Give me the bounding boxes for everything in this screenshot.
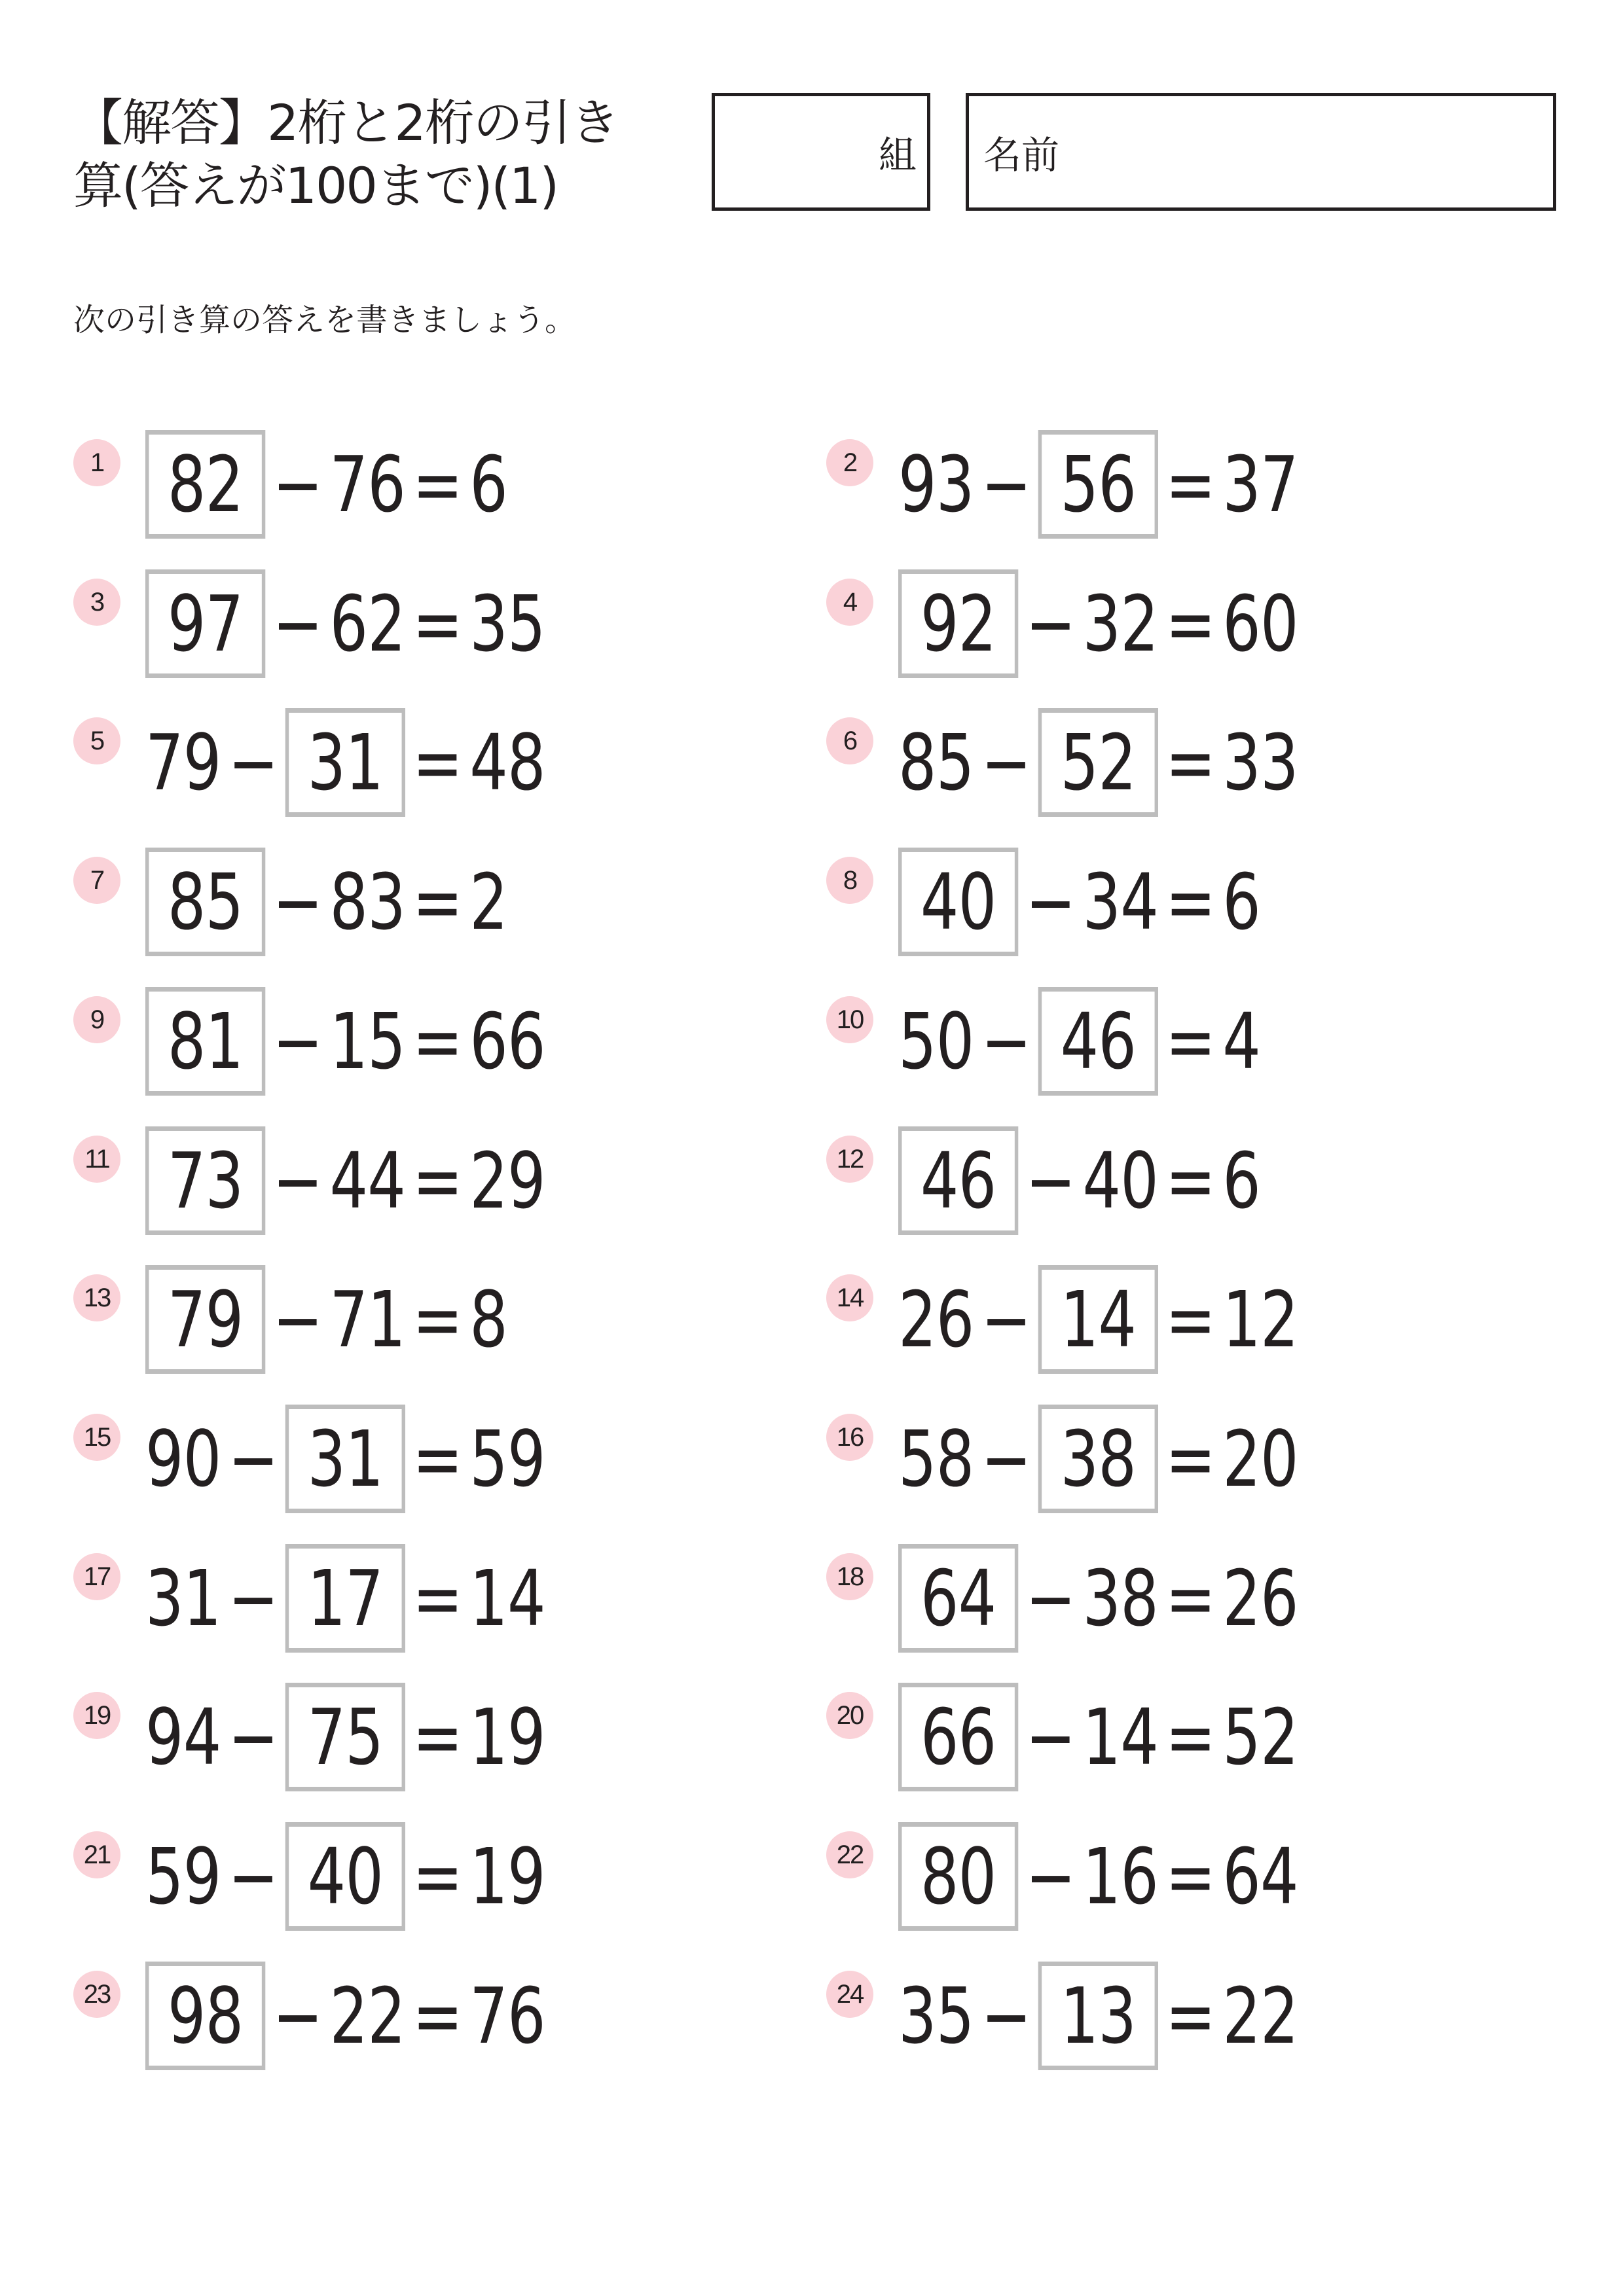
problem-number: 18 [826, 1553, 873, 1600]
minus-sign: − [1025, 857, 1076, 948]
problem-row [73, 1544, 728, 1653]
minuend: 31 [145, 1552, 221, 1643]
answer-box[interactable]: 82 [145, 430, 265, 539]
equals-sign: = [1165, 1135, 1216, 1226]
equals-sign: = [1165, 1970, 1216, 2061]
answer-box[interactable]: 31 [285, 1405, 405, 1513]
problem-number: 22 [826, 1831, 873, 1878]
difference: 35 [469, 578, 545, 669]
problem-row [826, 1265, 1481, 1374]
equals-sign: = [1165, 857, 1216, 948]
problem-row [826, 1683, 1481, 1791]
equals-sign: = [412, 578, 463, 669]
equals-sign: = [412, 857, 463, 948]
problem-row [73, 1822, 728, 1931]
problem-number: 15 [73, 1414, 120, 1461]
problem-row [73, 1962, 728, 2070]
problem-row [73, 708, 728, 817]
problem-number: 23 [73, 1971, 120, 2018]
answer-box[interactable]: 40 [285, 1822, 405, 1931]
subtrahend: 76 [329, 439, 406, 529]
subtrahend: 71 [329, 1274, 406, 1365]
problem-number: 6 [826, 717, 873, 764]
minuend: 58 [898, 1413, 974, 1504]
problem-number: 11 [73, 1136, 120, 1183]
minus-sign: − [272, 1970, 323, 2061]
difference: 37 [1222, 439, 1298, 529]
difference: 22 [1222, 1970, 1298, 2061]
answer-box[interactable]: 66 [898, 1683, 1018, 1791]
equation [145, 1544, 545, 1653]
equals-sign: = [412, 1413, 463, 1504]
problem-row [73, 1126, 728, 1235]
problem-row [826, 430, 1481, 539]
answer-box[interactable]: 85 [145, 848, 265, 956]
equation [145, 1265, 507, 1374]
minuend: 50 [898, 996, 974, 1086]
minus-sign: − [981, 439, 1031, 529]
problem-row [826, 569, 1481, 678]
minuend: 26 [898, 1274, 974, 1365]
difference: 60 [1222, 578, 1298, 669]
minus-sign: − [981, 996, 1031, 1086]
minuend: 94 [145, 1692, 221, 1783]
equation [145, 1126, 545, 1235]
equals-sign: = [412, 1831, 463, 1922]
equals-sign: = [1165, 578, 1216, 669]
minus-sign: − [228, 1413, 278, 1504]
answer-box[interactable]: 14 [1038, 1265, 1158, 1374]
problem-row [826, 1962, 1481, 2070]
minus-sign: − [1025, 1552, 1076, 1643]
difference: 20 [1222, 1413, 1298, 1504]
problem-number: 7 [73, 857, 120, 904]
answer-box[interactable]: 31 [285, 708, 405, 817]
problem-number: 21 [73, 1831, 120, 1878]
equals-sign: = [412, 1692, 463, 1783]
answer-box[interactable]: 56 [1038, 430, 1158, 539]
subtrahend: 62 [329, 578, 406, 669]
equation [898, 708, 1298, 817]
minuend: 35 [898, 1970, 974, 2061]
problem-number: 24 [826, 1971, 873, 2018]
subtrahend: 22 [329, 1970, 406, 2061]
minus-sign: − [228, 1552, 278, 1643]
answer-box[interactable]: 52 [1038, 708, 1158, 817]
problem-number: 10 [826, 996, 873, 1043]
problem-row [73, 987, 728, 1096]
problem-row [826, 1126, 1481, 1235]
answer-box[interactable]: 17 [285, 1544, 405, 1653]
equation [145, 987, 545, 1096]
problem-row [826, 1405, 1481, 1513]
equation [898, 1822, 1298, 1931]
problem-number: 19 [73, 1692, 120, 1739]
subtrahend: 34 [1082, 857, 1159, 948]
problem-number: 1 [73, 439, 120, 486]
difference: 64 [1222, 1831, 1298, 1922]
equals-sign: = [412, 1274, 463, 1365]
equals-sign: = [1165, 1274, 1216, 1365]
minus-sign: − [981, 1413, 1031, 1504]
name-label: 名前 [983, 133, 1060, 177]
answer-box[interactable]: 46 [898, 1126, 1018, 1235]
answer-box[interactable]: 80 [898, 1822, 1018, 1931]
answer-box[interactable]: 73 [145, 1126, 265, 1235]
problem-number: 14 [826, 1274, 873, 1321]
minuend: 85 [898, 717, 974, 808]
difference: 59 [469, 1413, 545, 1504]
instruction-text: 次の引き算の答えを書きましょう。 [73, 302, 577, 338]
difference: 29 [469, 1135, 545, 1226]
minuend: 93 [898, 439, 974, 529]
equals-sign: = [412, 996, 463, 1086]
subtrahend: 15 [329, 996, 406, 1086]
minus-sign: − [272, 578, 323, 669]
minus-sign: − [272, 1274, 323, 1365]
problem-number: 13 [73, 1274, 120, 1321]
problem-row [826, 1544, 1481, 1653]
difference: 52 [1222, 1692, 1298, 1783]
minuend: 90 [145, 1413, 221, 1504]
subtrahend: 14 [1082, 1692, 1159, 1783]
minuend: 79 [145, 717, 221, 808]
minus-sign: − [272, 857, 323, 948]
minus-sign: − [981, 717, 1031, 808]
equation [145, 1405, 545, 1513]
subtrahend: 38 [1082, 1552, 1159, 1643]
answer-box[interactable]: 98 [145, 1962, 265, 2070]
answer-box[interactable]: 75 [285, 1683, 405, 1791]
problem-number: 9 [73, 996, 120, 1043]
equation [145, 1822, 545, 1931]
minus-sign: − [228, 717, 278, 808]
minus-sign: − [981, 1274, 1031, 1365]
problem-row [73, 569, 728, 678]
equation [145, 430, 507, 539]
equals-sign: = [1165, 996, 1216, 1086]
difference: 4 [1222, 996, 1261, 1086]
answer-box[interactable]: 92 [898, 569, 1018, 678]
minuend: 59 [145, 1831, 221, 1922]
difference: 2 [469, 857, 508, 948]
equals-sign: = [1165, 717, 1216, 808]
problem-number: 3 [73, 579, 120, 626]
minus-sign: − [1025, 1831, 1076, 1922]
equation [898, 1405, 1298, 1513]
minus-sign: − [1025, 578, 1076, 669]
problem-row [73, 1405, 728, 1513]
difference: 6 [1222, 1135, 1261, 1226]
answer-box[interactable]: 79 [145, 1265, 265, 1374]
difference: 6 [1222, 857, 1261, 948]
minus-sign: − [981, 1970, 1031, 2061]
difference: 76 [469, 1970, 545, 2061]
equation [898, 1544, 1298, 1653]
equals-sign: = [1165, 1692, 1216, 1783]
equation [898, 430, 1298, 539]
equation [145, 708, 545, 817]
answer-box[interactable]: 46 [1038, 987, 1158, 1096]
problem-row [73, 848, 728, 956]
difference: 33 [1222, 717, 1298, 808]
equation [898, 1126, 1260, 1235]
equals-sign: = [412, 1552, 463, 1643]
equation [145, 569, 545, 678]
subtrahend: 83 [329, 857, 406, 948]
equals-sign: = [1165, 1413, 1216, 1504]
difference: 19 [469, 1692, 545, 1783]
problem-number: 20 [826, 1692, 873, 1739]
problem-number: 8 [826, 857, 873, 904]
title-line-2: 算(答えが100まで)(1) [73, 156, 558, 215]
problem-number: 17 [73, 1553, 120, 1600]
problem-row [826, 987, 1481, 1096]
minus-sign: − [228, 1692, 278, 1783]
subtrahend: 40 [1082, 1135, 1159, 1226]
problem-number: 12 [826, 1136, 873, 1183]
difference: 19 [469, 1831, 545, 1922]
equation [898, 1683, 1298, 1791]
minus-sign: − [272, 996, 323, 1086]
difference: 12 [1222, 1274, 1298, 1365]
equation [898, 569, 1298, 678]
minus-sign: − [272, 439, 323, 529]
equation [898, 987, 1260, 1096]
problem-row [73, 1683, 728, 1791]
problem-row [826, 708, 1481, 817]
problem-number: 2 [826, 439, 873, 486]
equation [145, 1683, 545, 1791]
equals-sign: = [412, 439, 463, 529]
problem-row [73, 430, 728, 539]
equals-sign: = [412, 1970, 463, 2061]
subtrahend: 16 [1082, 1831, 1159, 1922]
equation [898, 1962, 1298, 2070]
equals-sign: = [412, 717, 463, 808]
minus-sign: − [1025, 1692, 1076, 1783]
equals-sign: = [412, 1135, 463, 1226]
answer-box[interactable]: 97 [145, 569, 265, 678]
difference: 48 [469, 717, 545, 808]
difference: 8 [469, 1274, 508, 1365]
class-label: 組 [878, 133, 917, 177]
equation [898, 1265, 1298, 1374]
problem-row [826, 848, 1481, 956]
answer-box[interactable]: 13 [1038, 1962, 1158, 2070]
equation [898, 848, 1260, 956]
subtrahend: 32 [1082, 578, 1159, 669]
equation [145, 1962, 545, 2070]
problem-number: 16 [826, 1414, 873, 1461]
problem-row [826, 1822, 1481, 1931]
minus-sign: − [272, 1135, 323, 1226]
title-line-1: 【解答】2桁と2桁の引き [73, 94, 619, 152]
answer-box[interactable]: 38 [1038, 1405, 1158, 1513]
equals-sign: = [1165, 1831, 1216, 1922]
problem-number: 5 [73, 717, 120, 764]
equals-sign: = [1165, 439, 1216, 529]
problem-row [73, 1265, 728, 1374]
equals-sign: = [1165, 1552, 1216, 1643]
subtrahend: 44 [329, 1135, 406, 1226]
minus-sign: − [228, 1831, 278, 1922]
difference: 6 [469, 439, 508, 529]
difference: 26 [1222, 1552, 1298, 1643]
difference: 14 [469, 1552, 545, 1643]
minus-sign: − [1025, 1135, 1076, 1226]
equation [145, 848, 507, 956]
problem-number: 4 [826, 579, 873, 626]
answer-box[interactable]: 64 [898, 1544, 1018, 1653]
answer-box[interactable]: 81 [145, 987, 265, 1096]
difference: 66 [469, 996, 545, 1086]
answer-box[interactable]: 40 [898, 848, 1018, 956]
